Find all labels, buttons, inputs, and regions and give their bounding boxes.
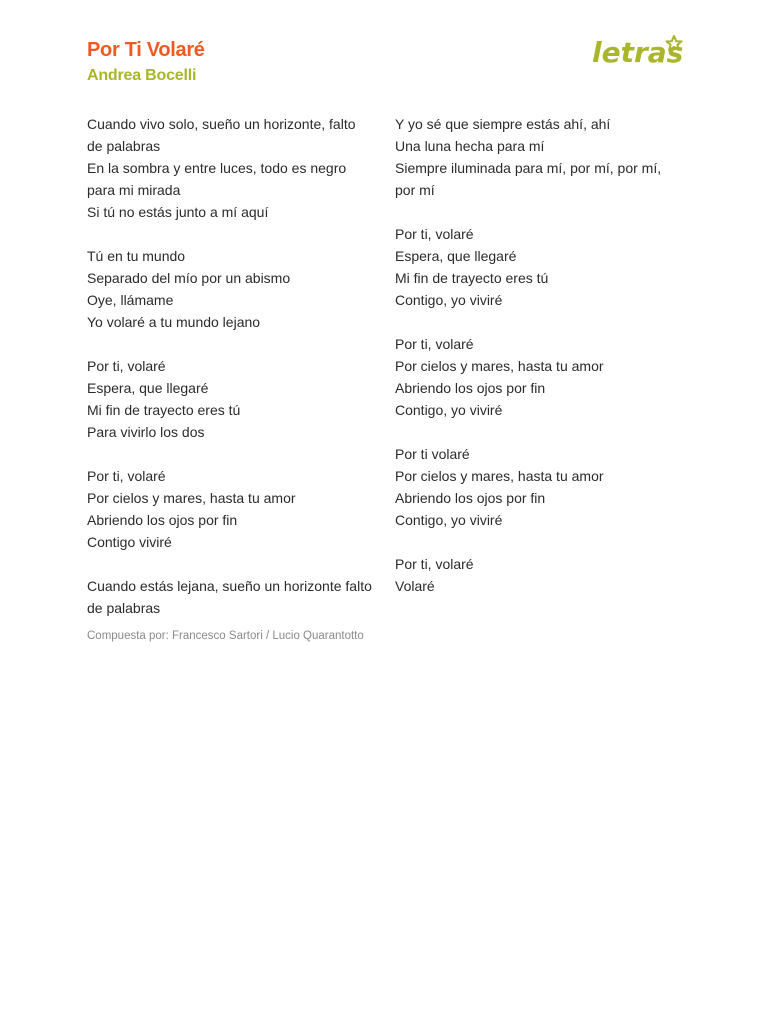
lyric-line: Cuando vivo solo, sueño un horizonte, falto de palabras bbox=[87, 116, 356, 154]
lyric-line: Tú en tu mundo bbox=[87, 248, 186, 264]
lyrics-stanza bbox=[87, 355, 372, 443]
lyrics-stanza bbox=[87, 245, 372, 333]
lyrics-stanza bbox=[395, 553, 685, 597]
lyrics-stanza bbox=[87, 575, 372, 619]
lyric-line: Mi fin de trayecto eres tú bbox=[395, 270, 549, 286]
lyric-line: Oye, llámame bbox=[87, 292, 174, 308]
lyric-line: Si tú no estás junto a mí aquí bbox=[87, 204, 269, 220]
artist-name: Andrea Bocelli bbox=[87, 67, 197, 84]
lyric-line: Por cielos y mares, hasta tu amor bbox=[87, 490, 296, 506]
lyric-line: Abriendo los ojos por fin bbox=[395, 490, 546, 506]
lyric-line: Por ti, volaré bbox=[87, 468, 166, 484]
lyric-line: Por cielos y mares, hasta tu amor bbox=[395, 358, 604, 374]
lyric-line: Contigo, yo viviré bbox=[395, 512, 503, 528]
lyric-line: Contigo viviré bbox=[87, 534, 172, 550]
lyric-line: Contigo, yo viviré bbox=[395, 292, 503, 308]
lyric-line: Siempre iluminada para mí, por mí, por mí, por mí bbox=[395, 160, 662, 198]
lyric-line: Abriendo los ojos por fin bbox=[87, 512, 238, 528]
lyric-line: Por ti, volaré bbox=[395, 226, 474, 242]
lyric-line: En la sombra y entre luces, todo es negro para mi mirada bbox=[87, 160, 347, 198]
lyric-line: Abriendo los ojos por fin bbox=[395, 380, 546, 396]
lyric-line: Espera, que llegaré bbox=[395, 248, 517, 264]
lyric-line: Para vivirlo los dos bbox=[87, 424, 205, 440]
lyrics-stanza bbox=[395, 443, 685, 531]
lyric-line: Por ti, volaré bbox=[395, 556, 474, 572]
lyric-line: Contigo, yo viviré bbox=[395, 402, 503, 418]
lyric-line: Por ti, volaré bbox=[395, 336, 474, 352]
letras-logo bbox=[590, 30, 690, 74]
lyric-line: Espera, que llegaré bbox=[87, 380, 209, 396]
composer-credits: Compuesta por: Francesco Sartori / Lucio Quarantotto bbox=[87, 630, 364, 642]
lyric-line: Volaré bbox=[395, 578, 435, 594]
logo-text: letras bbox=[592, 36, 684, 69]
lyric-line: Separado del mío por un abismo bbox=[87, 270, 291, 286]
lyrics-stanza bbox=[395, 223, 685, 311]
lyric-line: Por cielos y mares, hasta tu amor bbox=[395, 468, 604, 484]
lyrics-column-right bbox=[395, 113, 685, 619]
lyrics-column-left bbox=[87, 113, 372, 641]
song-title: Por Ti Volaré bbox=[87, 39, 205, 61]
lyrics-stanza bbox=[87, 113, 372, 223]
lyrics-stanza bbox=[395, 113, 685, 201]
lyrics-stanza bbox=[87, 465, 372, 553]
lyric-line: Yo volaré a tu mundo lejano bbox=[87, 314, 261, 330]
lyric-line: Una luna hecha para mí bbox=[395, 138, 545, 154]
lyric-line: Por ti, volaré bbox=[87, 358, 166, 374]
lyrics-stanza bbox=[395, 333, 685, 421]
lyric-line: Mi fin de trayecto eres tú bbox=[87, 402, 241, 418]
lyric-line: Y yo sé que siempre estás ahí, ahí bbox=[395, 116, 611, 132]
lyric-line: Por ti volaré bbox=[395, 446, 470, 462]
lyric-line: Cuando estás lejana, sueño un horizonte falto de palabras bbox=[87, 578, 372, 616]
